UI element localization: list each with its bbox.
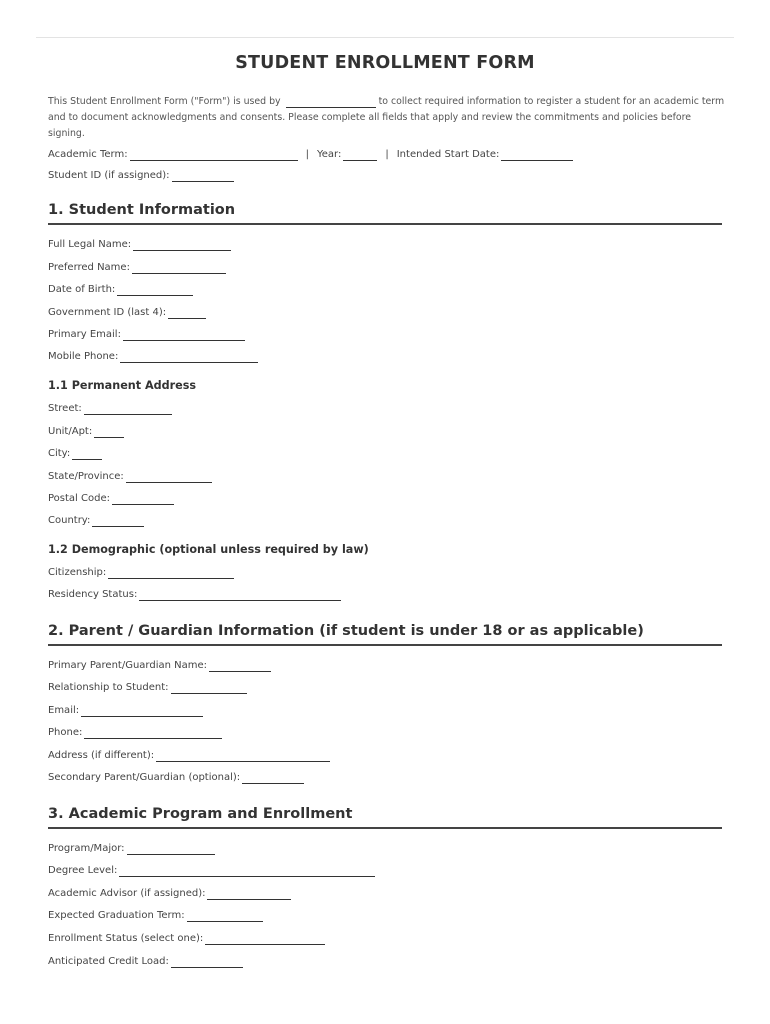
degree-row: [48, 864, 375, 877]
relationship-label: Relationship to Student:: [48, 682, 169, 693]
postal-label: Postal Code:: [48, 493, 110, 504]
advisor-label: Academic Advisor (if assigned):: [48, 888, 206, 899]
primary-guardian-field[interactable]: [209, 659, 271, 672]
academic-term-label: Academic Term:: [48, 149, 128, 160]
relationship-field[interactable]: [171, 681, 247, 694]
term-row: [48, 148, 573, 161]
country-row: [48, 514, 144, 527]
subsection-heading-demographic: 1.2 Demographic (optional unless required by law): [48, 543, 369, 556]
dob-row: [48, 283, 193, 296]
state-field[interactable]: [126, 470, 212, 483]
guardian-phone-row: [48, 726, 222, 739]
gov-id-row: [48, 306, 206, 319]
intro-text-before: This Student Enrollment Form ("Form") is used by: [48, 96, 284, 107]
preferred-name-field[interactable]: [132, 261, 226, 274]
student-id-row: [48, 169, 234, 182]
full-name-label: Full Legal Name:: [48, 239, 132, 250]
subsection-heading-address: 1.1 Permanent Address: [48, 379, 197, 392]
status-row: [48, 932, 325, 945]
academic-term-field[interactable]: [130, 148, 298, 161]
unit-label: Unit/Apt:: [48, 426, 93, 437]
email-row: [48, 328, 245, 341]
full-name-field[interactable]: [133, 238, 231, 251]
guardian-phone-label: Phone:: [48, 727, 83, 738]
guardian-address-field[interactable]: [156, 749, 330, 762]
program-row: [48, 842, 215, 855]
start-date-field[interactable]: [501, 148, 573, 161]
street-label: Street:: [48, 403, 82, 414]
separator: |: [385, 149, 389, 160]
grad-term-row: [48, 909, 263, 922]
residency-field[interactable]: [139, 588, 341, 601]
unit-field[interactable]: [94, 425, 124, 438]
country-field[interactable]: [92, 514, 144, 527]
intro-text-after: to collect required information to register a student for an academic term and to document acknowledgments and consents. Please complete all fields that apply and review the commitments and policies before signing.: [48, 96, 725, 140]
city-field[interactable]: [72, 447, 102, 460]
postal-field[interactable]: [112, 492, 174, 505]
phone-label: Mobile Phone:: [48, 351, 119, 362]
city-row: [48, 447, 102, 460]
street-field[interactable]: [84, 402, 172, 415]
guardian-address-label: Address (if different):: [48, 750, 155, 761]
student-id-field[interactable]: [172, 169, 234, 182]
dob-label: Date of Birth:: [48, 284, 116, 295]
guardian-email-row: [48, 704, 203, 717]
preferred-name-label: Preferred Name:: [48, 262, 130, 273]
organization-field[interactable]: [286, 95, 376, 108]
year-label: Year:: [316, 149, 342, 160]
gov-id-label: Government ID (last 4):: [48, 307, 167, 318]
gov-id-field[interactable]: [168, 306, 206, 319]
secondary-guardian-row: [48, 771, 304, 784]
grad-term-label: Expected Graduation Term:: [48, 910, 185, 921]
start-date-label: Intended Start Date:: [396, 149, 500, 160]
advisor-field[interactable]: [207, 887, 291, 900]
residency-label: Residency Status:: [48, 589, 138, 600]
primary-guardian-row: [48, 659, 271, 672]
section-heading-student-info: 1. Student Information: [48, 202, 722, 225]
citizenship-field[interactable]: [108, 566, 234, 579]
email-field[interactable]: [123, 328, 245, 341]
full-name-row: [48, 238, 231, 251]
degree-field[interactable]: [119, 864, 375, 877]
credit-load-label: Anticipated Credit Load:: [48, 956, 169, 967]
residency-row: [48, 588, 341, 601]
student-id-label: Student ID (if assigned):: [48, 170, 170, 181]
intro-paragraph: [48, 94, 728, 143]
section-heading-academic: 3. Academic Program and Enrollment: [48, 806, 722, 829]
guardian-address-row: [48, 749, 330, 762]
year-field[interactable]: [343, 148, 377, 161]
country-label: Country:: [48, 515, 91, 526]
primary-guardian-label: Primary Parent/Guardian Name:: [48, 660, 207, 671]
state-label: State/Province:: [48, 471, 124, 482]
program-field[interactable]: [127, 842, 215, 855]
advisor-row: [48, 887, 291, 900]
citizenship-label: Citizenship:: [48, 567, 107, 578]
guardian-phone-field[interactable]: [84, 726, 222, 739]
program-label: Program/Major:: [48, 843, 125, 854]
dob-field[interactable]: [117, 283, 193, 296]
section-heading-guardian: 2. Parent / Guardian Information (if student is under 18 or as applicable): [48, 623, 722, 646]
degree-label: Degree Level:: [48, 865, 118, 876]
postal-row: [48, 492, 174, 505]
city-label: City:: [48, 448, 71, 459]
secondary-guardian-field[interactable]: [242, 771, 304, 784]
credit-load-field[interactable]: [171, 955, 243, 968]
relationship-row: [48, 681, 247, 694]
guardian-email-label: Email:: [48, 705, 80, 716]
phone-field[interactable]: [120, 350, 258, 363]
guardian-email-field[interactable]: [81, 704, 203, 717]
grad-term-field[interactable]: [187, 909, 263, 922]
state-row: [48, 470, 212, 483]
status-field[interactable]: [205, 932, 325, 945]
unit-row: [48, 425, 124, 438]
status-label: Enrollment Status (select one):: [48, 933, 204, 944]
separator: |: [305, 149, 309, 160]
credit-load-row: [48, 955, 243, 968]
email-label: Primary Email:: [48, 329, 121, 340]
preferred-name-row: [48, 261, 226, 274]
phone-row: [48, 350, 258, 363]
secondary-guardian-label: Secondary Parent/Guardian (optional):: [48, 772, 241, 783]
street-row: [48, 402, 172, 415]
citizenship-row: [48, 566, 234, 579]
top-divider: [36, 37, 734, 38]
page-title: STUDENT ENROLLMENT FORM: [235, 53, 535, 73]
